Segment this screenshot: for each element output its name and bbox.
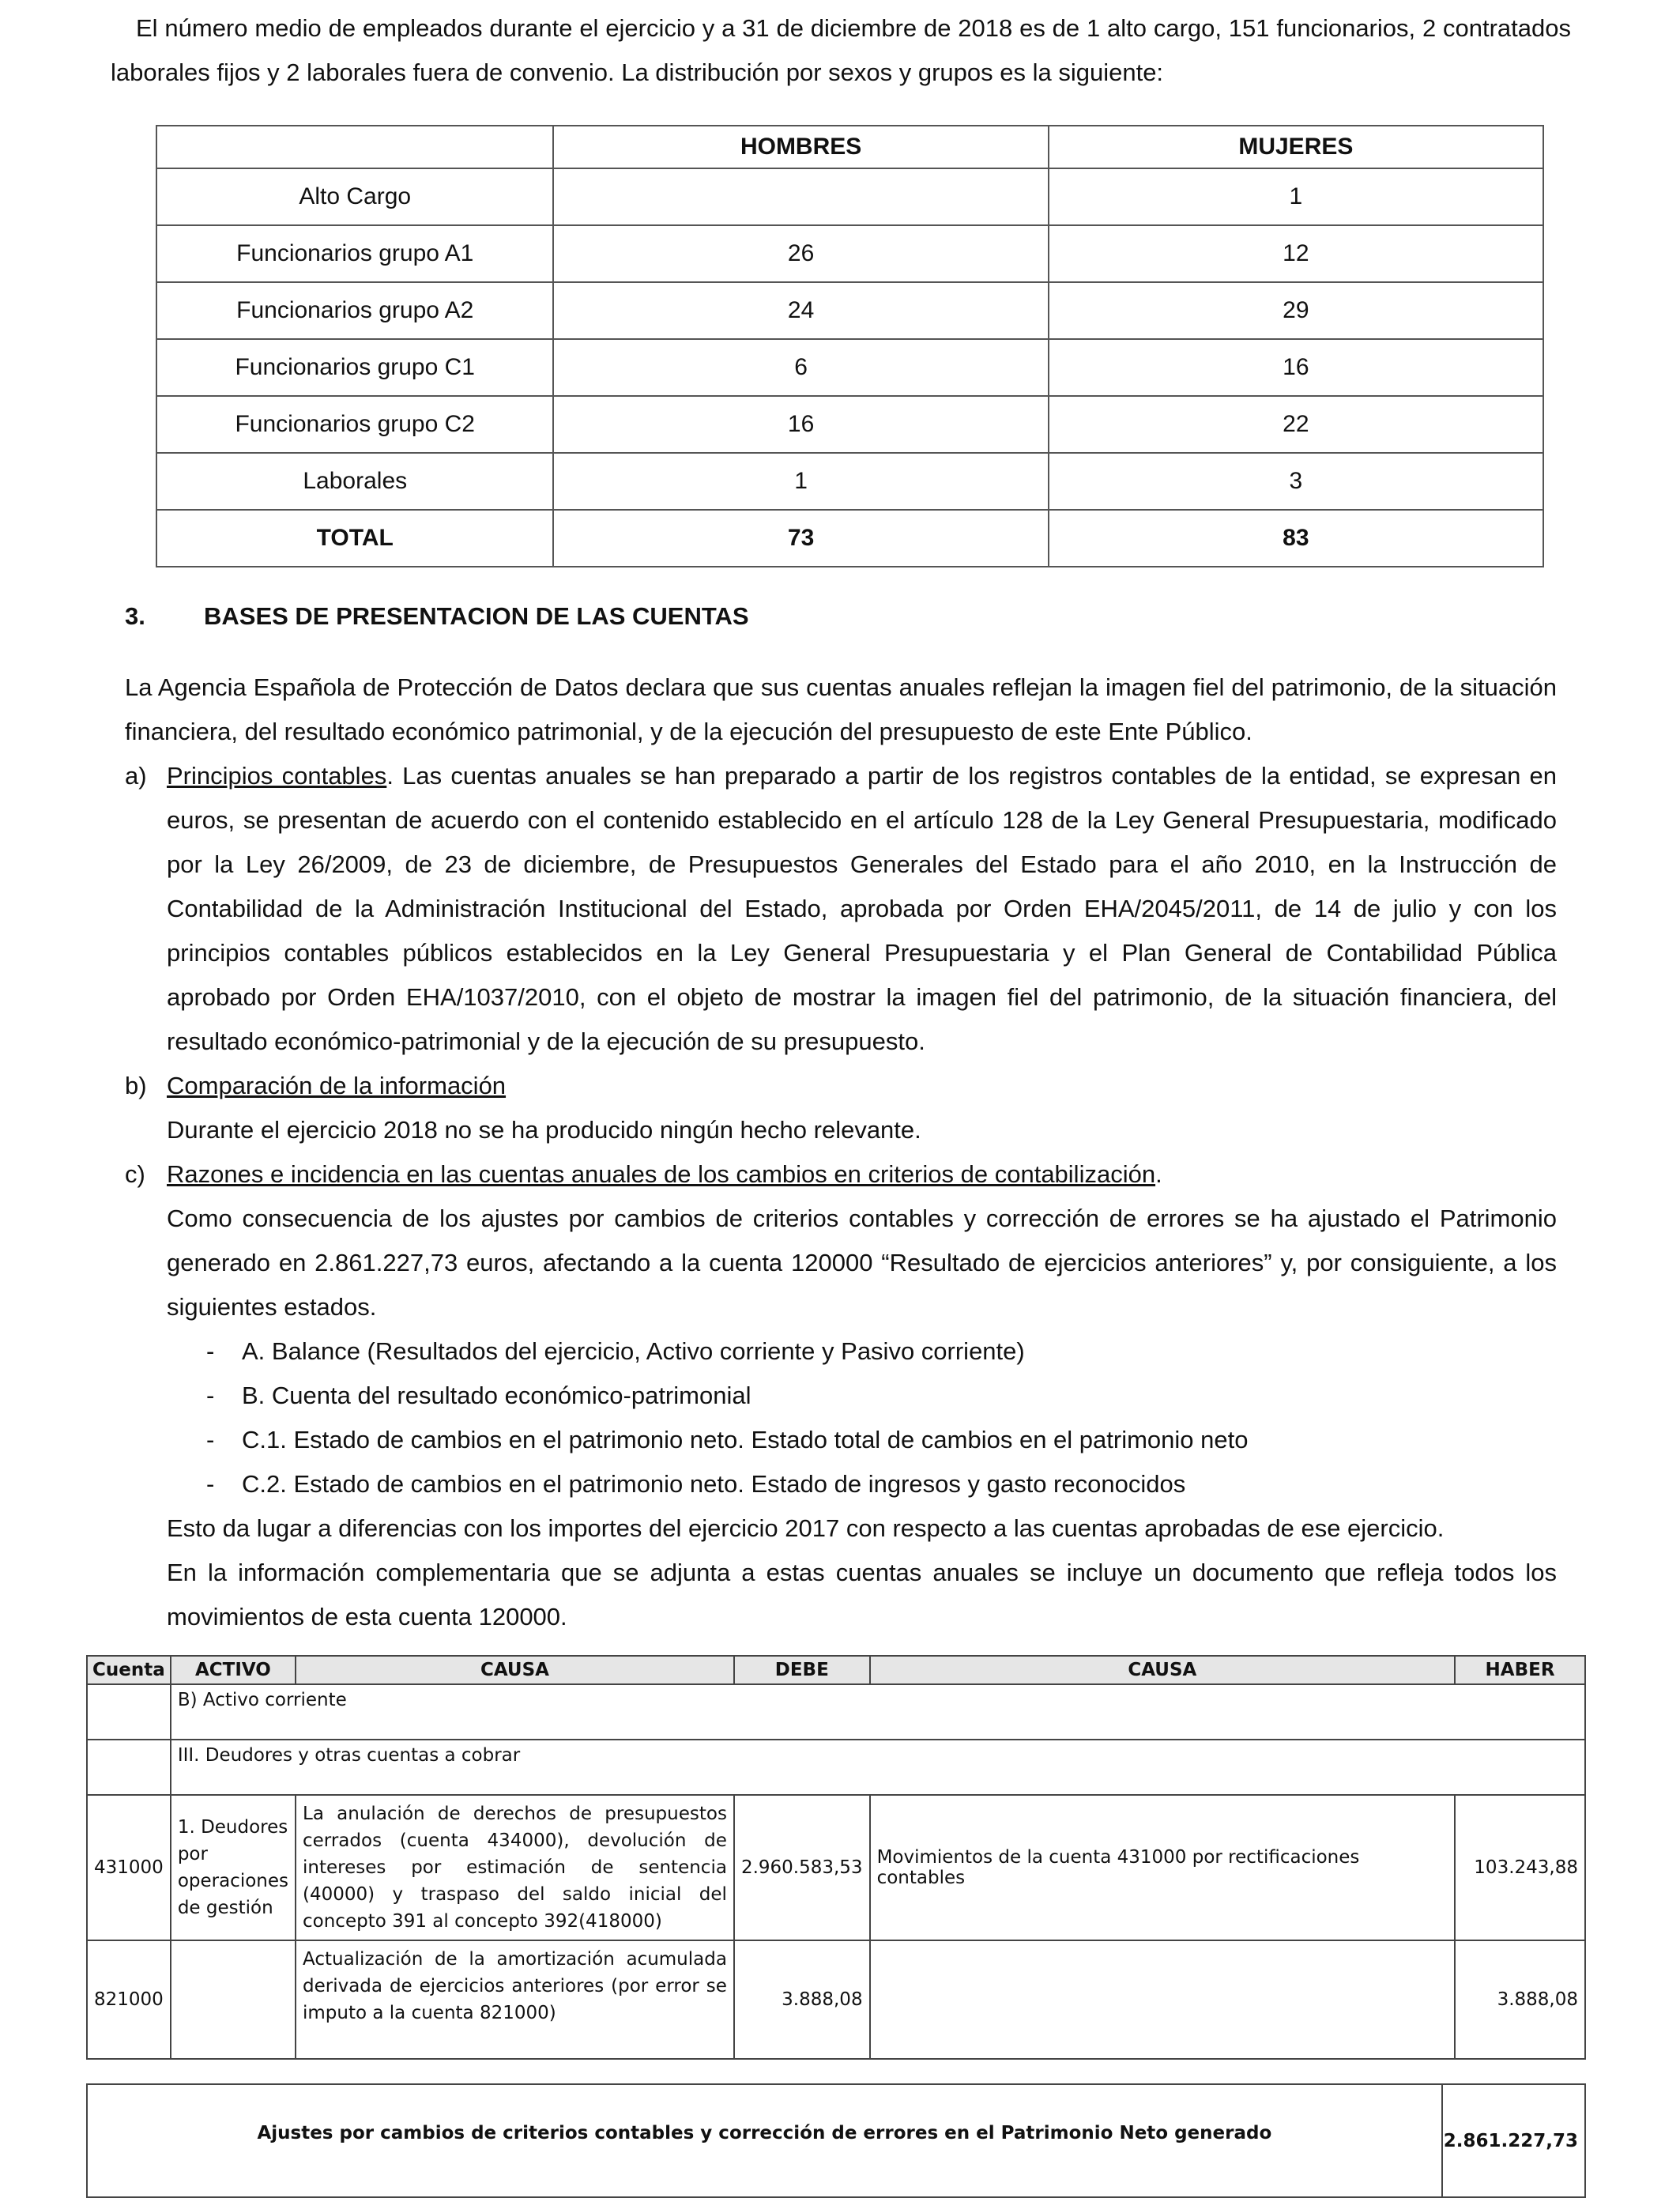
table-cell: Funcionarios grupo C2 xyxy=(156,396,553,453)
table-cell: 83 xyxy=(1049,510,1543,567)
table-cell xyxy=(87,1684,171,1740)
list-marker: a) xyxy=(125,762,147,790)
summary-table xyxy=(86,2083,1586,2198)
causa-haber-cell: Movimientos de la cuenta 431000 por rectificaciones contables xyxy=(870,1795,1456,1940)
bullet-marker: - xyxy=(206,1337,215,1365)
account-code: 431000 xyxy=(87,1795,171,1940)
item-text: Como consecuencia de los ajustes por cambios de criterios contables y corrección de errores se ha ajustado el Patrimonio generado en 2.861.227,73 euros, afectando a la cuenta 120000 “Resultado de ejercicios anteriores” y, por consiguiente, a los siguientes estados. xyxy=(167,1205,1557,1321)
table-cell: 1 xyxy=(553,453,1048,510)
debe-amount: 2.960.583,53 xyxy=(734,1795,870,1940)
bullet-item xyxy=(206,1374,1557,1418)
header-cell: CAUSA xyxy=(870,1656,1456,1684)
summary-value: 2.861.227,73 xyxy=(1442,2084,1585,2197)
bullet-item xyxy=(206,1462,1557,1506)
bullet-item xyxy=(206,1329,1557,1374)
list-item-a xyxy=(125,754,1557,1064)
section-intro-paragraph: La Agencia Española de Protección de Datos declara que sus cuentas anuales reflejan la imagen fiel del patrimonio, de la situación financiera, del resultado económico patrimonial, y de la ejecución del presupuesto de este Ente Público. xyxy=(125,673,1557,745)
table-cell: 3 xyxy=(1049,453,1543,510)
header-cell xyxy=(156,126,553,168)
summary-row xyxy=(87,2084,1585,2197)
table-cell: 24 xyxy=(553,282,1048,339)
causa-haber-cell xyxy=(870,1940,1456,2059)
group-label: III. Deudores y otras cuentas a cobrar xyxy=(171,1740,1585,1795)
table-cell xyxy=(87,1740,171,1795)
item-title: Comparación de la información xyxy=(167,1072,507,1099)
table-cell: 73 xyxy=(553,510,1048,567)
table-cell: 16 xyxy=(553,396,1048,453)
item-title: Principios contables xyxy=(167,762,387,790)
bullet-marker: - xyxy=(206,1426,215,1453)
table-cell: TOTAL xyxy=(156,510,553,567)
table-row xyxy=(156,339,1543,396)
table-row xyxy=(156,282,1543,339)
table-cell: 29 xyxy=(1049,282,1543,339)
list-marker: c) xyxy=(125,1160,145,1188)
table-header-row xyxy=(87,1656,1585,1684)
table-cell: 16 xyxy=(1049,339,1543,396)
header-cell: MUJERES xyxy=(1049,126,1543,168)
bullet-item xyxy=(206,1418,1557,1462)
bullet-text: B. Cuenta del resultado económico-patrimonial xyxy=(242,1382,751,1409)
header-cell: CAUSA xyxy=(296,1656,734,1684)
activo-cell: 1. Deudores por operaciones de gestión xyxy=(171,1795,296,1940)
section-heading xyxy=(125,602,749,631)
accounts-adjustment-table xyxy=(86,1655,1586,2060)
item-title: Razones e incidencia en las cuentas anuales de los cambios en criterios de contabilización xyxy=(167,1160,1156,1188)
account-code: 821000 xyxy=(87,1940,171,2059)
item-text-after: En la información complementaria que se adjunta a estas cuentas anuales se incluye un documento que refleja todos los movimientos de esta cuenta 120000. xyxy=(167,1559,1557,1631)
table-cell: Alto Cargo xyxy=(156,168,553,225)
item-text: Durante el ejercicio 2018 no se ha producido ningún hecho relevante. xyxy=(167,1116,921,1144)
items-list xyxy=(125,754,1557,1639)
activo-cell xyxy=(171,1940,296,2059)
list-marker: b) xyxy=(125,1072,147,1099)
table-row xyxy=(87,1795,1585,1940)
table-row xyxy=(156,168,1543,225)
section-number: 3. xyxy=(125,602,145,630)
header-cell: Cuenta xyxy=(87,1656,171,1684)
staff-distribution-table xyxy=(156,125,1544,567)
list-item-b xyxy=(125,1064,1557,1152)
header-cell: HABER xyxy=(1455,1656,1585,1684)
haber-amount: 103.243,88 xyxy=(1455,1795,1585,1940)
bullet-marker: - xyxy=(206,1470,215,1498)
table-header-row xyxy=(156,126,1543,168)
table-total-row xyxy=(156,510,1543,567)
item-text-after: Esto da lugar a diferencias con los importes del ejercicio 2017 con respecto a las cuentas aprobadas de ese ejercicio. xyxy=(167,1514,1445,1542)
table-row xyxy=(156,453,1543,510)
table-cell: Funcionarios grupo C1 xyxy=(156,339,553,396)
bullet-text: C.1. Estado de cambios en el patrimonio neto. Estado total de cambios en el patrimonio neto xyxy=(242,1426,1249,1453)
table-row xyxy=(87,1940,1585,2059)
table-cell: 1 xyxy=(1049,168,1543,225)
group-label: B) Activo corriente xyxy=(171,1684,1585,1740)
table-cell: 6 xyxy=(553,339,1048,396)
item-title-suffix: . xyxy=(1155,1160,1162,1188)
bullet-text: A. Balance (Resultados del ejercicio, Activo corriente y Pasivo corriente) xyxy=(242,1337,1025,1365)
table-row xyxy=(156,396,1543,453)
causa-debe-cell: La anulación de derechos de presupuestos cerrados (cuenta 434000), devolución de intereses por estimación de sentencia (40000) y traspaso del saldo inicial del concepto 391 al concepto 392(418000) xyxy=(296,1795,734,1940)
table-cell: Funcionarios grupo A2 xyxy=(156,282,553,339)
summary-label: Ajustes por cambios de criterios contables y corrección de errores en el Patrimonio Neto generado xyxy=(87,2084,1442,2197)
table-cell: 22 xyxy=(1049,396,1543,453)
table-row xyxy=(156,225,1543,282)
table-row xyxy=(87,1740,1585,1795)
table-cell: 26 xyxy=(553,225,1048,282)
bullet-marker: - xyxy=(206,1382,215,1409)
causa-debe-cell: Actualización de la amortización acumulada derivada de ejercicios anteriores (por error se imputo a la cuenta 821000) xyxy=(296,1940,734,2059)
table-cell: 12 xyxy=(1049,225,1543,282)
header-cell: DEBE xyxy=(734,1656,870,1684)
table-cell: Funcionarios grupo A1 xyxy=(156,225,553,282)
haber-amount: 3.888,08 xyxy=(1455,1940,1585,2059)
debe-amount: 3.888,08 xyxy=(734,1940,870,2059)
header-cell: ACTIVO xyxy=(171,1656,296,1684)
header-cell: HOMBRES xyxy=(553,126,1048,168)
list-item-c xyxy=(125,1152,1557,1639)
item-text: . Las cuentas anuales se han preparado a partir de los registros contables de la entidad, se expresan en euros, se presentan de acuerdo con el contenido establecido en el artículo 128 de la Ley General Presupuestaria, modificado por la Ley 26/2009, de 23 de diciembre, de Presupuestos Generales del Estado para el año 2010, en la Instrucción de Contabilidad de la Administración Institucional del Estado, aprobada por Orden EHA/2045/2011, de 14 de julio y con los principios contables públicos establecidos en la Ley General Presupuestaria y el Plan General de Contabilidad Pública aprobado por Orden EHA/1037/2010, con el objeto de mostrar la imagen fiel del patrimonio, de la situación financiera, del resultado económico-patrimonial y de la ejecución de su presupuesto. xyxy=(167,762,1558,1055)
intro-paragraph: El número medio de empleados durante el ejercicio y a 31 de diciembre de 2018 es de 1 alto cargo, 151 funcionarios, 2 contratados laborales fijos y 2 laborales fuera de convenio. La distribución por sexos y grupos es la siguiente: xyxy=(111,14,1571,86)
bullet-text: C.2. Estado de cambios en el patrimonio neto. Estado de ingresos y gasto reconocidos xyxy=(242,1470,1186,1498)
section-title: BASES DE PRESENTACION DE LAS CUENTAS xyxy=(204,602,749,630)
table-cell xyxy=(553,168,1048,225)
table-cell: Laborales xyxy=(156,453,553,510)
table-row xyxy=(87,1684,1585,1740)
